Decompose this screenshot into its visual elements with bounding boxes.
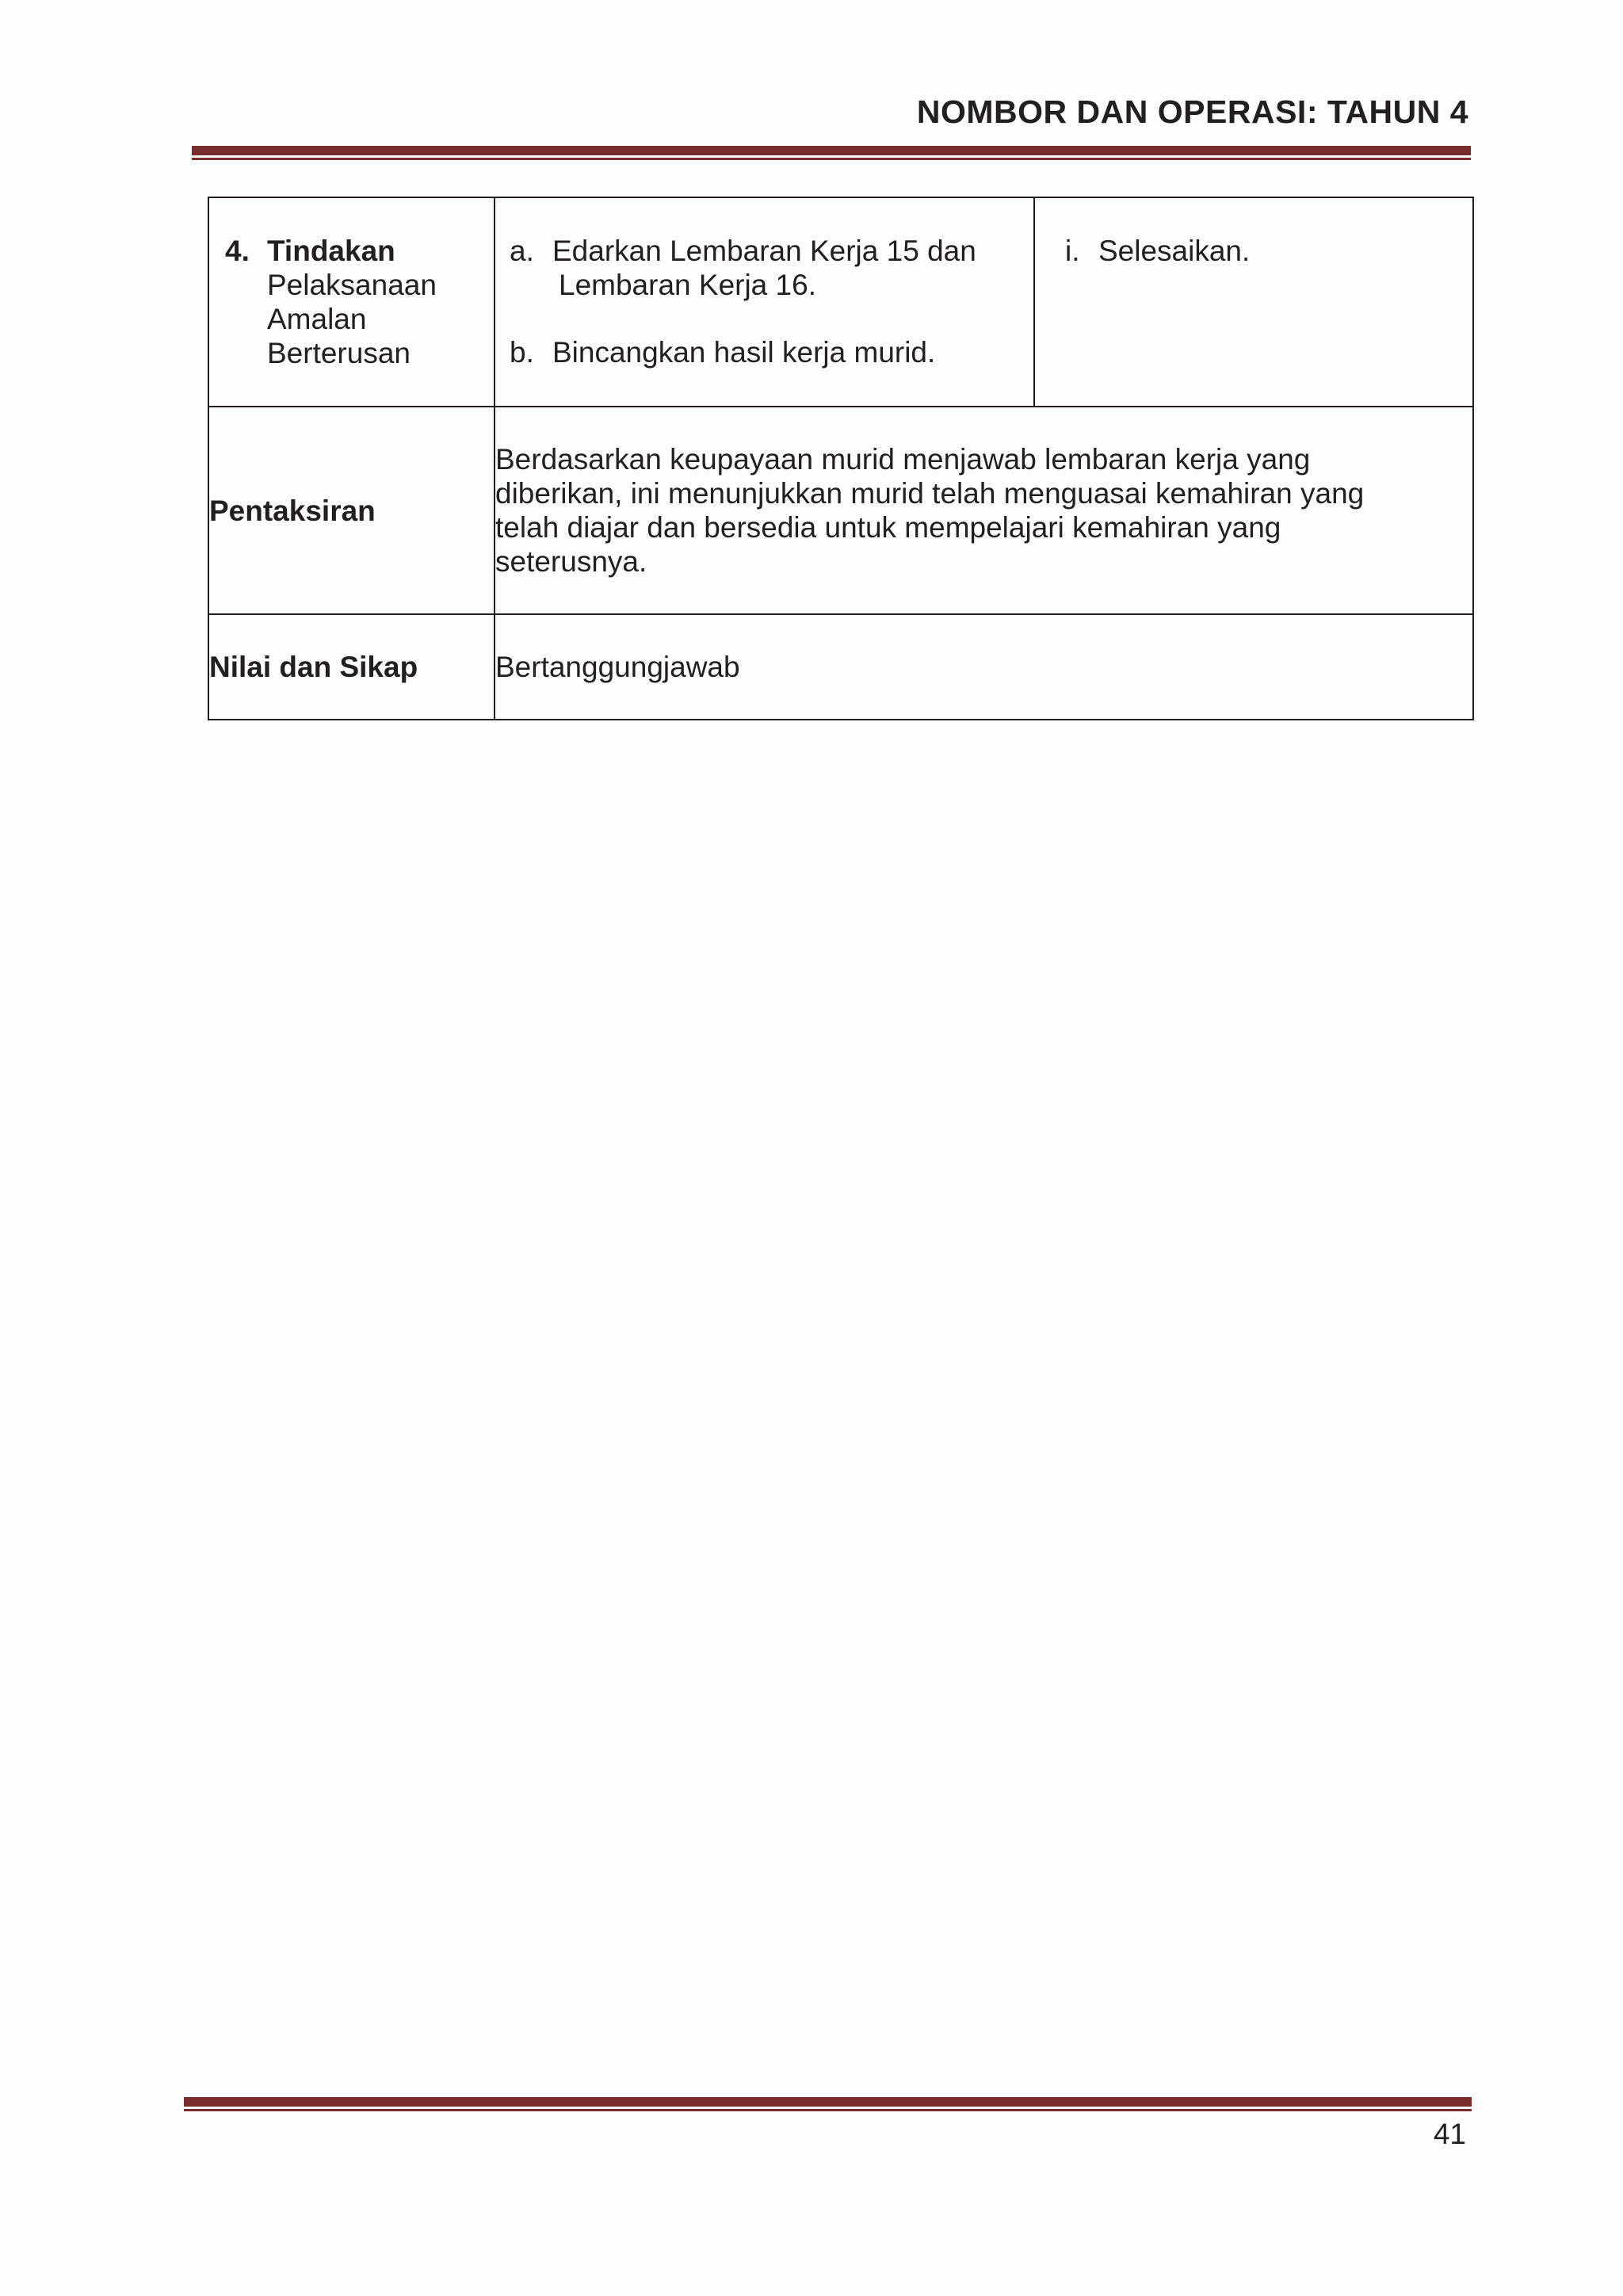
assessment-line: telah diajar dan bersedia untuk mempelajari kemahiran yang bbox=[495, 511, 1281, 544]
stage-line: Berterusan bbox=[267, 337, 411, 369]
stage-cell bbox=[208, 197, 495, 407]
page-header-title: NOMBOR DAN OPERASI: TAHUN 4 bbox=[916, 94, 1468, 130]
stage-line: Amalan bbox=[267, 303, 367, 335]
header-divider-thick bbox=[192, 146, 1471, 155]
activity-marker: a. bbox=[510, 235, 534, 267]
values-text: Bertanggungjawab bbox=[495, 614, 1473, 720]
table-row-assessment bbox=[208, 407, 1473, 614]
stage-line: Pelaksanaan bbox=[267, 269, 437, 301]
activity-item-a bbox=[510, 234, 1018, 302]
notes-cell bbox=[1034, 197, 1473, 407]
page-number: 41 bbox=[1433, 2118, 1466, 2150]
activity-line: Lembaran Kerja 16. bbox=[559, 269, 816, 301]
activity-line: Edarkan Lembaran Kerja 15 dan bbox=[552, 235, 976, 267]
values-label: Nilai dan Sikap bbox=[208, 614, 495, 720]
note-marker: i. bbox=[1065, 235, 1080, 267]
stage-title: Tindakan bbox=[267, 235, 395, 267]
assessment-text-cell bbox=[495, 407, 1473, 614]
header-divider-thin bbox=[192, 158, 1471, 160]
assessment-line: Berdasarkan keupayaan murid menjawab lembaran kerja yang bbox=[495, 443, 1311, 476]
footer-divider-thick bbox=[184, 2097, 1472, 2107]
activity-item-b bbox=[510, 335, 1018, 369]
note-text: Selesaikan. bbox=[1098, 235, 1251, 267]
table-row-stage-4 bbox=[208, 197, 1473, 407]
activity-line: Bincangkan hasil kerja murid. bbox=[552, 336, 936, 369]
note-item-i bbox=[1035, 198, 1472, 268]
table-row-values bbox=[208, 614, 1473, 720]
activity-marker: b. bbox=[510, 336, 534, 369]
footer-divider-thin bbox=[184, 2109, 1472, 2111]
assessment-line: seterusnya. bbox=[495, 545, 647, 578]
activities-cell bbox=[495, 197, 1034, 407]
lesson-plan-table bbox=[208, 197, 1474, 720]
assessment-line: diberikan, ini menunjukkan murid telah menguasai kemahiran yang bbox=[495, 477, 1365, 510]
stage-number: 4. bbox=[225, 235, 250, 267]
assessment-label: Pentaksiran bbox=[208, 407, 495, 614]
